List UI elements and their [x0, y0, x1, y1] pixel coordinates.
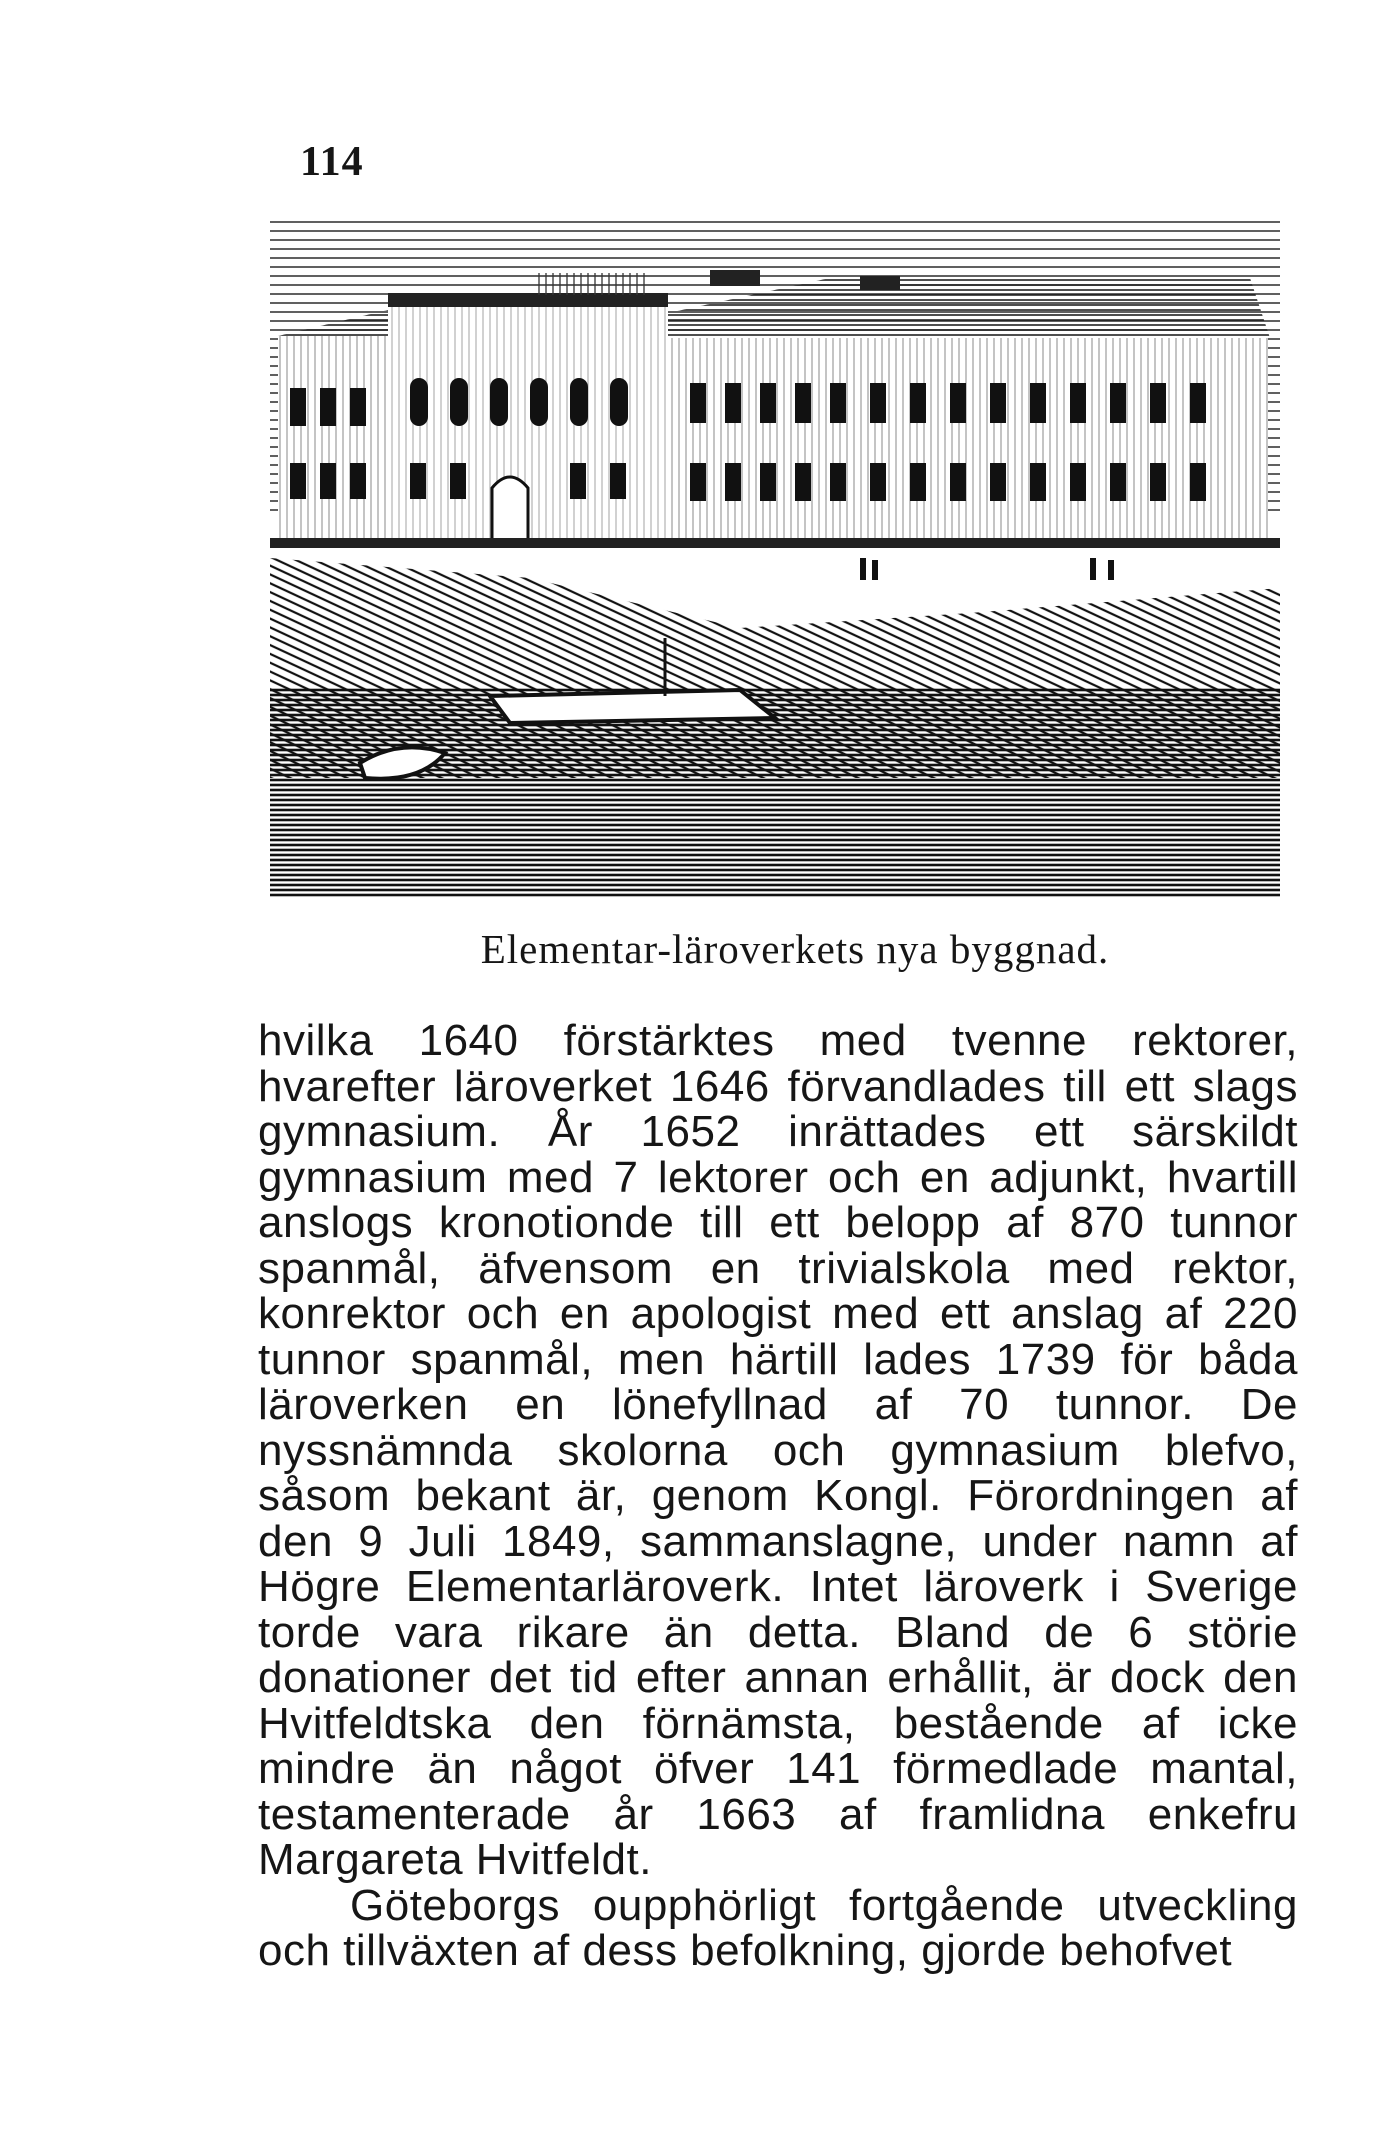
paragraph-2: Göteborgs oupphörligt fortgående utveckling och tillväxten af dess befolkning, gjorde behofvet — [258, 1880, 1298, 1975]
figure-caption: Elementar-läroverkets nya byggnad. — [480, 926, 1110, 972]
building-engraving — [270, 218, 1280, 908]
boat-large — [490, 690, 775, 723]
page-number: 114 — [300, 139, 364, 185]
door — [492, 477, 528, 543]
right-wing — [668, 270, 1270, 543]
body-text — [258, 1018, 1298, 1974]
paragraph-1: hvilka 1640 förstärktes med tvenne rektorer, hvarefter läroverket 1646 förvandlades till ett slags gymnasium. År 1652 inrättades ett särskildt gymnasium med 7 lektorer och en adjunkt, hvartill anslogs kronotionde till ett belopp af 870 tunnor spanmål, äfvensom en trivialskola med rektor, konrektor och en apologist med ett anslag af 220 tunnor spanmål, men härtill lades 1739 för båda läroverken en lönefyllnad af 70 tunnor. De nyssnämnda skolorna och gymnasium blefvo, såsom bekant är, genom Kongl. Förordningen af den 9 Juli 1849, sammanslagne, under namn af Högre Elementarläroverk. Intet läroverk i Sverige torde vara rikare än detta. Bland de 6 störie donationer det tid efter annan erhållit, är dock den Hvitfeldtska den förnämsta, bestående af icke mindre än något öfver 141 förmedlade mantal, testamenterade år 1663 af framlidna enkefru Margareta Hvitfeldt. — [258, 1016, 1298, 1884]
